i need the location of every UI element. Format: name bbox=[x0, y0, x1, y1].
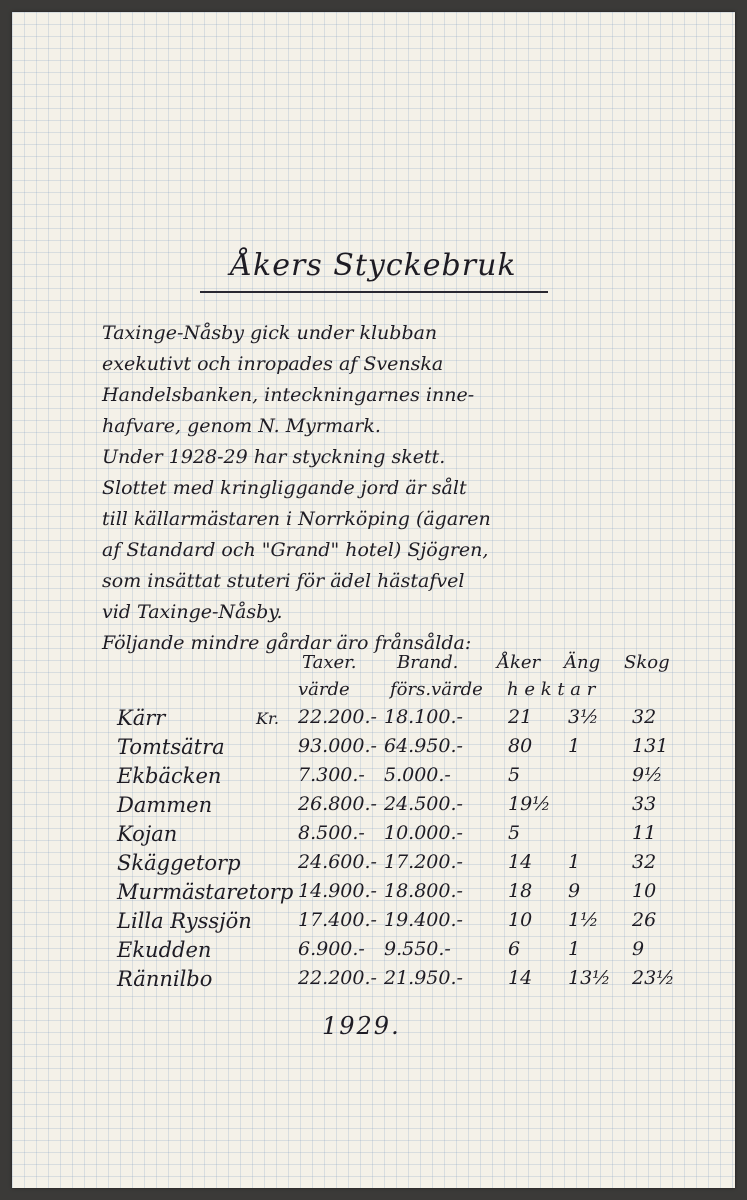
paragraph-line: Under 1928-29 har styckning skett. bbox=[102, 446, 446, 468]
document-date: 1929. bbox=[322, 1012, 401, 1040]
row-skog: 33 bbox=[632, 793, 657, 815]
row-skog: 32 bbox=[632, 706, 657, 728]
row-brand: 21.950.- bbox=[384, 967, 463, 989]
row-skog: 23½ bbox=[632, 967, 675, 989]
row-brand: 19.400.- bbox=[384, 909, 463, 931]
header-taxer: Taxer. bbox=[302, 652, 357, 673]
header-ang: Äng bbox=[564, 652, 601, 673]
row-skog: 9½ bbox=[632, 764, 663, 786]
row-brand: 10.000.- bbox=[384, 822, 463, 844]
page-title: Åkers Styckebruk bbox=[230, 248, 517, 283]
row-skog: 26 bbox=[632, 909, 657, 931]
header-brand: Brand. bbox=[397, 652, 459, 673]
paragraph-line: af Standard och "Grand" hotel) Sjögren, bbox=[102, 539, 489, 561]
row-name: Ekudden bbox=[117, 938, 212, 962]
paragraph-line: exekutivt och inropades af Svenska bbox=[102, 353, 444, 375]
row-aker: 14 bbox=[508, 967, 533, 989]
row-aker: 21 bbox=[508, 706, 533, 728]
row-brand: 17.200.- bbox=[384, 851, 463, 873]
header-skog: Skog bbox=[624, 652, 670, 673]
row-aker: 6 bbox=[508, 938, 521, 960]
header-varde: värde bbox=[298, 679, 350, 700]
row-skog: 10 bbox=[632, 880, 657, 902]
row-ang: 1 bbox=[568, 851, 581, 873]
row-aker: 14 bbox=[508, 851, 533, 873]
row-brand: 64.950.- bbox=[384, 735, 463, 757]
row-aker: 18 bbox=[508, 880, 533, 902]
row-ang: 9 bbox=[568, 880, 581, 902]
row-ang: 13½ bbox=[568, 967, 611, 989]
row-ang: 1½ bbox=[568, 909, 599, 931]
row-ang: 3½ bbox=[568, 706, 599, 728]
row-aker: 80 bbox=[508, 735, 533, 757]
row-taxer: 24.600.- bbox=[298, 851, 377, 873]
row-taxer: 22.200.- bbox=[298, 967, 377, 989]
row-name: Kärr bbox=[117, 706, 166, 730]
row-name: Lilla Ryssjön bbox=[117, 909, 252, 933]
row-taxer: 7.300.- bbox=[298, 764, 365, 786]
paragraph-line: Slottet med kringliggande jord är sålt bbox=[102, 477, 467, 499]
row-ang: 1 bbox=[568, 735, 581, 757]
document-page bbox=[12, 12, 735, 1188]
paragraph-line: Taxinge-Nåsby gick under klubban bbox=[102, 322, 438, 344]
header-aker: Åker bbox=[497, 652, 541, 673]
row-name: Rännilbo bbox=[117, 967, 213, 991]
row-name: Tomtsätra bbox=[117, 735, 225, 759]
paragraph-line: vid Taxinge-Nåsby. bbox=[102, 601, 283, 623]
row-ang: 1 bbox=[568, 938, 581, 960]
paragraph-line: som insättat stuteri för ädel hästafvel bbox=[102, 570, 465, 592]
header-forsvarde: förs.värde bbox=[390, 679, 483, 700]
paragraph-line: Följande mindre gårdar äro frånsålda: bbox=[102, 632, 472, 654]
row-brand: 24.500.- bbox=[384, 793, 463, 815]
row-name: Murmästaretorp bbox=[117, 880, 294, 904]
row-name: Dammen bbox=[117, 793, 213, 817]
paragraph-line: hafvare, genom N. Myrmark. bbox=[102, 415, 381, 437]
row-taxer: 22.200.- bbox=[298, 706, 377, 728]
row-skog: 131 bbox=[632, 735, 669, 757]
row-taxer: 93.000.- bbox=[298, 735, 377, 757]
row-aker: 10 bbox=[508, 909, 533, 931]
paragraph-line: till källarmästaren i Norrköping (ägaren bbox=[102, 508, 491, 530]
row-name: Ekbäcken bbox=[117, 764, 222, 788]
row-skog: 32 bbox=[632, 851, 657, 873]
row-name: Skäggetorp bbox=[117, 851, 241, 875]
row-brand: 9.550.- bbox=[384, 938, 451, 960]
row-brand: 18.800.- bbox=[384, 880, 463, 902]
row-aker: 5 bbox=[508, 764, 521, 786]
row-brand: 18.100.- bbox=[384, 706, 463, 728]
paragraph-line: Handelsbanken, inteckningarnes inne- bbox=[102, 384, 475, 406]
header-hektar: h e k t a r bbox=[507, 679, 596, 700]
row-aker: 5 bbox=[508, 822, 521, 844]
row-taxer: 6.900.- bbox=[298, 938, 365, 960]
row-taxer: 8.500.- bbox=[298, 822, 365, 844]
row-brand: 5.000.- bbox=[384, 764, 451, 786]
row-aker: 19½ bbox=[508, 793, 551, 815]
row-taxer: 14.900.- bbox=[298, 880, 377, 902]
row-skog: 11 bbox=[632, 822, 657, 844]
row-name: Kojan bbox=[117, 822, 178, 846]
row-taxer: 17.400.- bbox=[298, 909, 377, 931]
row-taxer: 26.800.- bbox=[298, 793, 377, 815]
title-underline bbox=[200, 291, 548, 293]
row-skog: 9 bbox=[632, 938, 645, 960]
currency-label: Kr. bbox=[256, 709, 279, 728]
